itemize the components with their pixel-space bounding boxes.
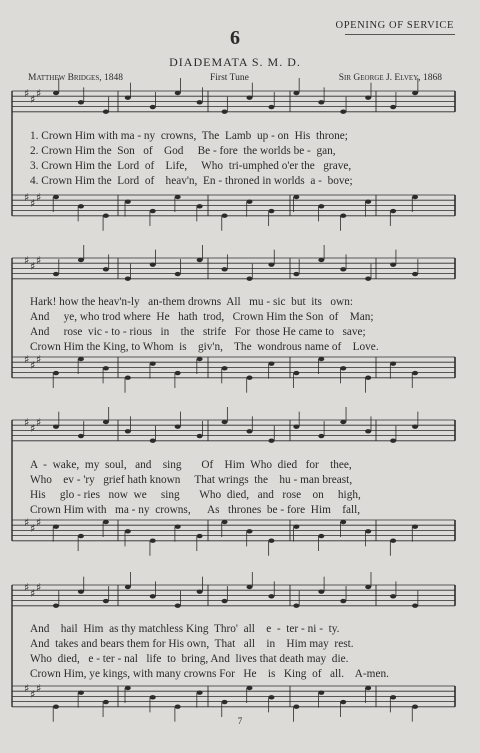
composer-credit: Sir George J. Elvey, 1868 [338, 73, 442, 83]
note-head [293, 272, 299, 276]
lyric-line: 3. Crown Him the Lord of Life, Who tri-umphed o'er the grave, [30, 160, 352, 172]
note-head [125, 529, 131, 533]
note-head [175, 604, 181, 608]
note-head [390, 594, 396, 598]
note-head [125, 686, 131, 690]
sharp-symbol: ♯ [30, 260, 36, 273]
lyric-line: His glo - ries now we sing Who died, and rose on high, [30, 489, 361, 501]
note-head [293, 91, 299, 95]
note-head [103, 599, 109, 603]
note-head [247, 376, 253, 380]
note-head [222, 110, 228, 114]
note-head [222, 214, 228, 218]
note-head [53, 524, 59, 528]
note-head [318, 589, 324, 593]
note-head [197, 204, 203, 208]
note-head [125, 199, 131, 203]
note-head [340, 700, 346, 704]
sharp-symbol: ♯ [24, 87, 30, 100]
lyric-line: 4. Crown Him the Lord of heav'n, En - throned in worlds a - bove; [30, 175, 353, 187]
note-head [390, 695, 396, 699]
note-head [150, 361, 156, 365]
note-head [365, 585, 371, 589]
note-head [293, 604, 299, 608]
note-head [318, 434, 324, 438]
note-head [197, 258, 203, 262]
note-head [247, 585, 253, 589]
lyric-line: Crown Him the King, to Whom is giv'n, The wondrous name of Love. [30, 341, 379, 353]
sharp-symbol: ♯ [24, 353, 30, 366]
sharp-symbol: ♯ [30, 422, 36, 435]
note-head [125, 585, 131, 589]
note-head [268, 539, 274, 543]
note-head [150, 262, 156, 266]
note-head [412, 91, 418, 95]
lyric-line: And ye, who trod where He hath trod, Crown Him the Son of Man; [30, 311, 374, 323]
note-head [103, 214, 109, 218]
lyric-line: And takes and bears them for His own, That all in Him may rest. [30, 638, 354, 650]
note-head [78, 100, 84, 104]
note-head [390, 105, 396, 109]
note-head [268, 439, 274, 443]
note-head [390, 539, 396, 543]
sharp-symbol: ♯ [24, 254, 30, 267]
note-head [365, 376, 371, 380]
tune-label: First Tune [210, 73, 249, 83]
lyric-line: And rose vic - to - rious in the strife For those He came to save; [30, 326, 366, 338]
note-head [78, 589, 84, 593]
lyric-line: Crown Him with ma - ny crowns, As thrones be - fore Him fall, [30, 504, 361, 516]
note-head [197, 690, 203, 694]
note-head [53, 705, 59, 709]
note-head [222, 599, 228, 603]
note-head [340, 214, 346, 218]
sharp-symbol: ♯ [30, 93, 36, 106]
sharp-symbol: ♯ [30, 688, 36, 701]
lyric-line: Who died, e - ter - nal life to bring, And lives that death may die. [30, 653, 349, 665]
note-head [340, 267, 346, 271]
note-head [222, 366, 228, 370]
note-head [197, 534, 203, 538]
note-head [197, 589, 203, 593]
note-head [78, 258, 84, 262]
note-head [318, 204, 324, 208]
note-head [103, 110, 109, 114]
note-head [318, 258, 324, 262]
note-head [175, 371, 181, 375]
note-head [103, 366, 109, 370]
sharp-symbol: ♯ [36, 87, 42, 100]
note-head [365, 529, 371, 533]
sharp-symbol: ♯ [36, 581, 42, 594]
note-head [268, 105, 274, 109]
note-head [78, 357, 84, 361]
sharp-symbol: ♯ [30, 197, 36, 210]
note-head [293, 424, 299, 428]
note-head [78, 534, 84, 538]
section-header: OPENING OF SERVICE [335, 20, 454, 31]
note-head [175, 91, 181, 95]
note-head [365, 199, 371, 203]
note-head [53, 91, 59, 95]
sharp-symbol: ♯ [24, 516, 30, 529]
note-head [125, 429, 131, 433]
note-head [175, 705, 181, 709]
note-head [340, 420, 346, 424]
note-head [247, 529, 253, 533]
note-head [247, 686, 253, 690]
note-head [53, 424, 59, 428]
note-head [247, 199, 253, 203]
note-head [268, 209, 274, 213]
note-head [365, 429, 371, 433]
note-head [268, 594, 274, 598]
lyric-line: 1. Crown Him with ma - ny crowns, The Lamb up - on His throne; [30, 130, 348, 142]
note-head [53, 272, 59, 276]
note-head [247, 429, 253, 433]
sharp-symbol: ♯ [36, 516, 42, 529]
note-head [197, 357, 203, 361]
note-head [340, 366, 346, 370]
sharp-symbol: ♯ [30, 359, 36, 372]
note-head [365, 95, 371, 99]
lyric-line: 2. Crown Him the Son of God Be - fore the worlds be - gan, [30, 145, 336, 157]
sharp-symbol: ♯ [36, 416, 42, 429]
note-head [412, 195, 418, 199]
sharp-symbol: ♯ [30, 587, 36, 600]
note-head [390, 262, 396, 266]
note-head [318, 534, 324, 538]
page-number: 7 [237, 716, 243, 726]
note-head [103, 520, 109, 524]
lyric-line: Who ev - 'ry grief hath known That wrings the hu - man breast, [30, 474, 353, 486]
sharp-symbol: ♯ [24, 581, 30, 594]
lyric-line: Hark! how the heav'n-ly an-them drowns All mu - sic but its own: [30, 296, 354, 308]
note-head [78, 204, 84, 208]
note-head [103, 267, 109, 271]
note-head [197, 100, 203, 104]
note-head [125, 95, 131, 99]
note-head [150, 539, 156, 543]
note-head [103, 700, 109, 704]
hymn-number: 6 [230, 27, 240, 49]
note-head [340, 110, 346, 114]
author-credit: Matthew Bridges, 1848 [28, 73, 123, 83]
note-head [390, 439, 396, 443]
note-head [247, 277, 253, 281]
note-head [175, 524, 181, 528]
note-head [293, 705, 299, 709]
note-head [125, 277, 131, 281]
note-head [53, 604, 59, 608]
sharp-symbol: ♯ [24, 682, 30, 695]
note-head [390, 209, 396, 213]
hymn-title: DIADEMATA S. M. D. [169, 55, 301, 69]
note-head [175, 272, 181, 276]
note-head [412, 604, 418, 608]
note-head [412, 272, 418, 276]
note-head [293, 195, 299, 199]
sharp-symbol: ♯ [36, 254, 42, 267]
note-head [222, 267, 228, 271]
note-head [412, 705, 418, 709]
sharp-symbol: ♯ [24, 416, 30, 429]
note-head [268, 262, 274, 266]
note-head [293, 371, 299, 375]
note-head [150, 209, 156, 213]
note-head [222, 520, 228, 524]
note-head [150, 439, 156, 443]
lyric-line: And hail Him as thy matchless King Thro' all e - ter - ni - ty. [30, 623, 340, 635]
note-head [175, 195, 181, 199]
sharp-symbol: ♯ [30, 522, 36, 535]
note-head [103, 420, 109, 424]
note-head [150, 105, 156, 109]
note-head [365, 277, 371, 281]
note-head [268, 361, 274, 365]
note-head [318, 100, 324, 104]
note-head [412, 371, 418, 375]
note-head [150, 594, 156, 598]
lyric-line: Crown Him, ye kings, with many crowns For He is King of all. A-men. [30, 668, 389, 680]
sharp-symbol: ♯ [36, 191, 42, 204]
note-head [340, 520, 346, 524]
note-head [125, 376, 131, 380]
note-head [340, 599, 346, 603]
note-head [197, 434, 203, 438]
sharp-symbol: ♯ [24, 191, 30, 204]
sharp-symbol: ♯ [36, 353, 42, 366]
note-head [268, 695, 274, 699]
note-head [175, 424, 181, 428]
lyric-line: A - wake, my soul, and sing Of Him Who died for thee, [30, 459, 352, 471]
note-head [293, 524, 299, 528]
note-head [53, 195, 59, 199]
note-head [390, 361, 396, 365]
note-head [53, 371, 59, 375]
note-head [222, 420, 228, 424]
note-head [318, 690, 324, 694]
note-head [412, 524, 418, 528]
note-head [365, 686, 371, 690]
note-head [247, 95, 253, 99]
sharp-symbol: ♯ [36, 682, 42, 695]
note-head [150, 695, 156, 699]
note-head [318, 357, 324, 361]
note-head [412, 424, 418, 428]
note-head [78, 690, 84, 694]
note-head [222, 700, 228, 704]
note-head [78, 434, 84, 438]
